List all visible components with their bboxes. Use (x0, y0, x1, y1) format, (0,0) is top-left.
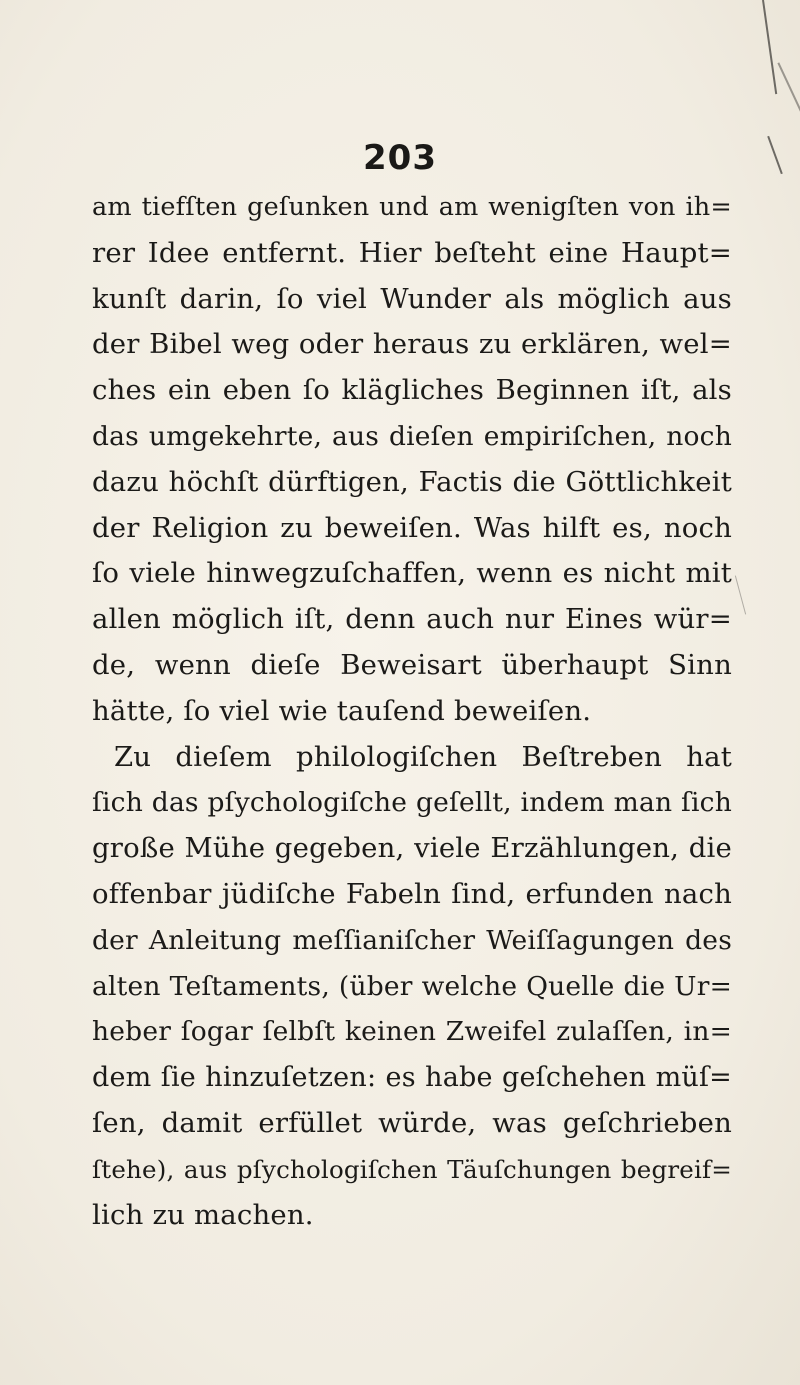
text-line: kunſt darin, ſo viel Wunder als möglich aus (92, 282, 732, 315)
text-line: alten Teſtaments, (über welche Quelle die Ur= (92, 970, 732, 1002)
text-line: lich zu machen. (92, 1198, 314, 1231)
text-line: das umgekehrte, aus dieſen empiriſchen, noch (92, 420, 732, 452)
text-line: große Mühe gegeben, viele Erzählungen, die (92, 832, 732, 865)
text-line: der Religion zu beweiſen. Was hilft es, noch (92, 511, 732, 544)
text-line: rer Idee entfernt. Hier beſteht eine Haupt= (92, 236, 732, 269)
text-line: ſo viele hinwegzuſchaffen, wenn es nicht mit (92, 557, 732, 590)
text-line: der Anleitung meſſianiſcher Weiſſagungen des (92, 924, 732, 956)
page-edge-mark (735, 576, 746, 615)
text-line: der Bibel weg oder heraus zu erklären, wel= (92, 328, 732, 361)
text-line: dem ſie hinzuſetzen: es habe geſchehen müſ= (92, 1062, 732, 1094)
page-edge-mark (762, 0, 777, 94)
text-line: de, wenn dieſe Beweisart überhaupt Sinn (92, 648, 732, 681)
text-line: ches ein eben ſo klägliches Beginnen iſt, als (92, 374, 732, 407)
text-line: heber ſogar ſelbſt keinen Zweifel zulaſſen, in= (92, 1016, 732, 1048)
text-line: dazu höchſt dürftigen, Factis die Göttlichkeit (92, 465, 732, 498)
text-line: hätte, ſo viel wie tauſend beweiſen. (92, 694, 592, 727)
text-line: Zu dieſem philologiſchen Beſtreben hat (114, 740, 732, 773)
body-text (92, 185, 732, 1238)
text-line: offenbar jüdiſche Fabeln ſind, erfunden nach (92, 877, 732, 910)
page-number: 203 (363, 138, 437, 178)
text-line: allen möglich iſt, denn auch nur Eines wür= (92, 603, 732, 636)
page-edge-mark (777, 62, 800, 117)
text-line: ſich das pſychologiſche geſellt, indem man ſich (92, 787, 732, 819)
text-line: ſtehe), aus pſychologiſchen Täuſchungen begreif= (92, 1154, 732, 1184)
text-line: ſen, damit erfüllet würde, was geſchrieben (92, 1106, 732, 1139)
text-line: am tiefſten geſunken und am wenigſten von ih= (92, 192, 732, 222)
